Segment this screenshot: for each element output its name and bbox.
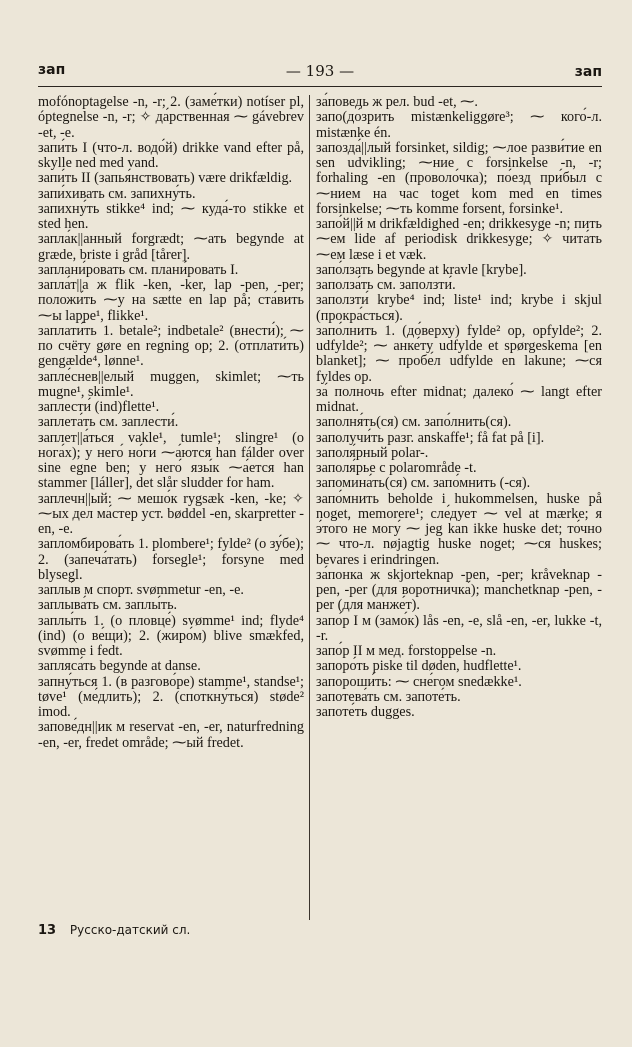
entry: запломбирова́ть 1. plombere¹; fylde² (о зу́бе); 2. (запеча́тать) forsegle¹; forsyne med blysegl. (38, 536, 304, 583)
entry: заполя́рье с polarområde -t. (316, 460, 477, 476)
entry: запороши́ть: ⁓ сне́гом snedække¹. (316, 673, 522, 690)
entry: запотева́ть см. запоте́ть. (316, 688, 461, 705)
entry: запи́ть I (что-л. водо́й) drikke vand efter på, skylle ned med vand. (38, 139, 304, 171)
entry: заполня́ть(ся) см. запо́лнить(ся). (316, 414, 512, 431)
entry: запи́ть II (запья́нствовать) være drikfældig. (38, 170, 293, 187)
entry: запле́снев||елый muggen, skimlet; ⁓ть mugne¹, skimle¹. (38, 368, 304, 400)
entry: заплыва́ть см. заплы́ть. (38, 597, 178, 614)
entry: заполя́рный polar-. (316, 444, 429, 461)
entry: запо(до́зрить mistænkeliggøre³; ⁓ кого́-л. mistænke én. (316, 109, 602, 141)
entry: заплани́ровать см. плани́ровать I. (38, 261, 239, 278)
entry: запла́к||анный forgrædt; ⁓ать begynde at græde, briste i gråd [tårer]. (38, 231, 304, 263)
entry: запихну́ть stikke⁴ ind; ⁓ куда́-то stikke et sted hen. (38, 200, 304, 232)
header-right-guide-word: зап (574, 64, 602, 80)
sheet-title: Русско-датский сл. (69, 923, 191, 937)
entry: запове́дн||ик м reservat -en, -er, naturfredning -en, -er, fredet område; ⁓ый fredet. (38, 719, 304, 751)
entry: запоте́ть dugges. (316, 704, 415, 720)
entry: за́понка ж skjorteknap -pen, -per; kråveknap -pen, -per (для воротничка́); manchetknap -pen, -per (для манже́т). (316, 566, 602, 614)
entry: заплы́ть 1. (о пловце́) svømme¹ ind; flyde⁴ (ind) (о ве́щи); 2. (жиро́м) blive smækfed, svømme i fedt. (38, 612, 304, 659)
page-number: — 193 — (285, 62, 355, 80)
entry: запляса́ть begynde at danse. (38, 658, 201, 675)
entry: запи́хивать см. запихну́ть. (38, 185, 196, 202)
page-header (38, 62, 602, 84)
entry: запо́мнить beholde i hukommelsen, huske på noget, memorere¹; сле́дует ⁓ vel at mærke; я э́того не могу́ ⁓ jeg kan ikke huske det; то́чно ⁓ что-л. nøjagtig huske noget; ⁓ся huskes; bevares i erindringen. (316, 490, 602, 568)
entry: запну́ться 1. (в разгово́ре) stamme¹, standse¹; tøve¹ (ме́длить); 2. (споткну́ться) støde² imod. (38, 673, 304, 720)
right-column (316, 95, 602, 720)
entry: запо́лнить 1. (до́верху) fylde² op, opfylde²; 2. udfylde²; ⁓ анке́ту udfylde et spørgeskema [en blanket]; ⁓ пробе́л udfylde en lakune; ⁓ся fyldes op. (316, 322, 602, 385)
entry: запо́й||й м drikfældighed -en; drikkesyge -n; пить ⁓ем lide af periodisk drikkesyge; ✧ чита́ть ⁓ем læse i et væk. (316, 216, 602, 263)
header-left-guide-word: зап (38, 62, 66, 78)
entry: за́поведь ж рел. bud -et, ⁓. (316, 94, 478, 110)
entry: запла́т||а ж flik -ken, -ker, lap -pen, -per; положи́ть ⁓у на sætte en lap på; ста́вить ⁓ы lappe¹, flikke¹. (38, 277, 304, 324)
entry: mofónoptagelse -n, -r; 2. (заме́тки) notíser pl, óptegnelse -n, -r; ✧ да́рственная ⁓ gávebrev -et, -e. (38, 94, 304, 141)
entry: заползти́ krybe⁴ ind; liste¹ ind; krybe i skjul (прокра́сться). (316, 292, 602, 324)
entry: заполза́ть см. заползти́. (316, 277, 456, 293)
entry: заполучи́ть разг. anskaffe¹; få fat på [i]. (316, 429, 545, 446)
entry: запоро́ть piske til døden, hudflette¹. (316, 658, 522, 675)
column-divider (309, 95, 310, 920)
sheet-number: 13 (38, 923, 57, 938)
entry: запомина́ть(ся) см. запо́мнить (-ся). (316, 475, 531, 492)
entry: заплечн||ый: ⁓ мешо́к rygsæk -ken, -ke; ✧ ⁓ых дел ма́стер уст. bøddel -en, skarpretter -en, -e. (38, 490, 304, 537)
entry: заплати́ть 1. betale²; indbetale² (внести́); ⁓ по счёту gøre en regning op; 2. (отплати́ть) gengælde⁴, lønne¹. (38, 322, 304, 370)
left-column (38, 95, 304, 751)
entry: за́ полночь efter midnat; далеко́ ⁓ langt efter midnat. (316, 383, 602, 415)
entry: запо́р II м мед. forstoppelse -n. (316, 643, 497, 659)
entry: запо́лзать begynde at kravle [krybe]. (316, 261, 527, 278)
entry: заплет||а́ться vakle¹, tumle¹; slingre¹ (о нога́х); у него́ но́ги ⁓а́ются han fálder over sine egne ben; у него́ язы́к ⁓а́ется han stammer [láller], det slår sludder for ham. (38, 429, 304, 492)
entry: заплета́ть см. заплести́. (38, 414, 179, 431)
entry: запозда́||лый forsinket, sildig; ⁓лое разви́тие en sen udvikling; ⁓ние с forsinkelse -n, -r; forhaling -en (проволо́чка); по́езд при́был с ⁓нием на час toget kom med en times forsinkelse; ⁓ть komme forsent, forsinke¹. (316, 139, 602, 217)
entry: запо́р I м (замо́к) lås -en, -e, slå -en, -er, lukke -t, -r. (316, 612, 602, 644)
header-rule (38, 86, 602, 87)
page-footer (38, 923, 190, 938)
entry: заплести́ (ind)flette¹. (38, 399, 160, 415)
entry: заплы́в м спорт. svømmetur -en, -e. (38, 582, 244, 598)
